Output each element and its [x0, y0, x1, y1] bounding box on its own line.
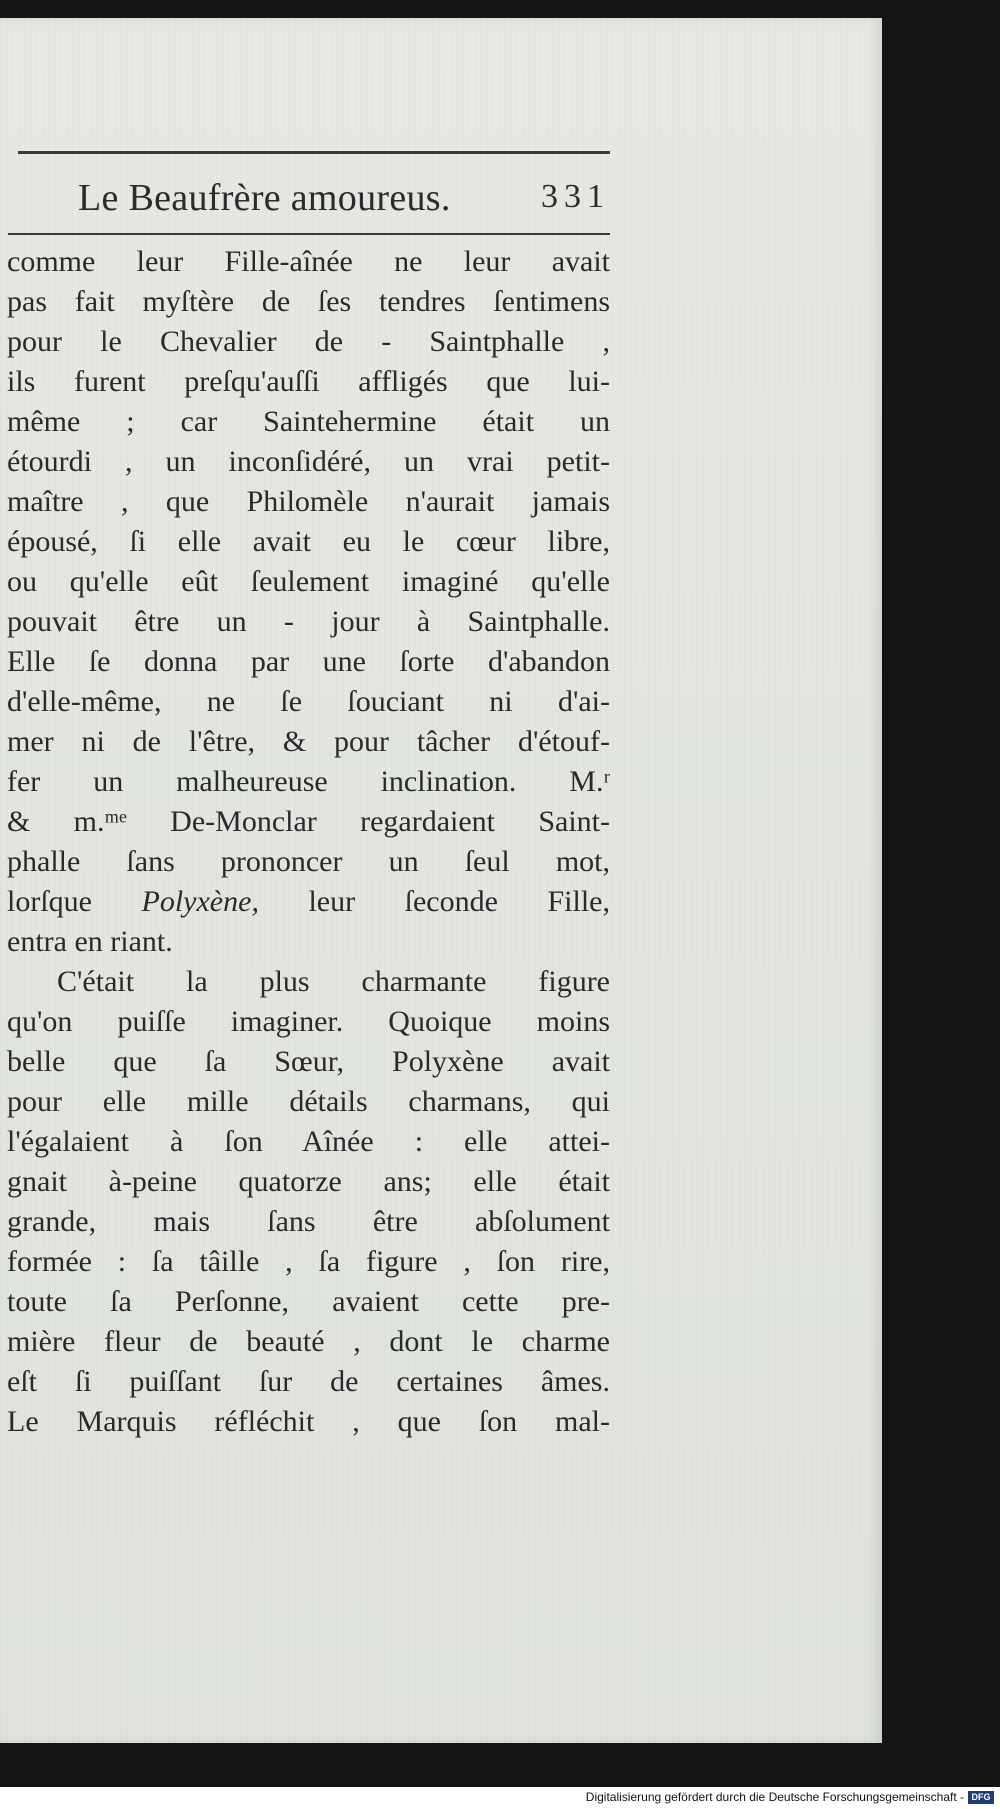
text-line: fer un malheureuse inclination. M.ʳ: [7, 765, 610, 798]
text-line: eſt ſi puiſſant ſur de certaines âmes.: [7, 1365, 610, 1398]
dfg-logo-icon: DFG: [968, 1791, 994, 1804]
head-rule: [8, 233, 610, 235]
digitization-credit: Digitalisierung gefördert durch die Deutsche Forschungsgemeinschaft -: [585, 1790, 964, 1804]
italic-name: Polyxène,: [141, 885, 259, 918]
text-line: maître , que Philomèle n'aurait jamais: [7, 485, 610, 518]
text-line: belle que ſa Sœur, Polyxène avait: [7, 1045, 610, 1078]
running-head-title: Le Beaufrère amoureus.: [78, 177, 451, 219]
text-line: lorſque Polyxène, leur ſeconde Fille,: [7, 885, 610, 918]
text-line: même ; car Saintehermine était un: [7, 405, 610, 438]
text-line: formée : ſa tâille , ſa figure , ſon rire,: [7, 1245, 610, 1278]
text-line: gnait à-peine quatorze ans; elle était: [7, 1165, 610, 1198]
text-line: mière fleur de beauté , dont le charme: [7, 1325, 610, 1358]
text-line: toute ſa Perſonne, avaient cette pre-: [7, 1285, 610, 1318]
text-line: pour le Chevalier de - Saintphalle ,: [7, 325, 610, 358]
text-line: pas fait myſtère de ſes tendres ſentimens: [7, 285, 610, 318]
text-line: ils furent preſqu'auſſi affligés que lui-: [7, 365, 610, 398]
text-line: Elle ſe donna par une ſorte d'abandon: [7, 645, 610, 678]
text-line: pouvait être un - jour à Saintphalle.: [7, 605, 610, 638]
text-line: étourdi , un inconſidéré, un vrai petit-: [7, 445, 610, 478]
text-line: phalle ſans prononcer un ſeul mot,: [7, 845, 610, 878]
text-line: ou qu'elle eût ſeulement imaginé qu'elle: [7, 565, 610, 598]
text-line: épousé, ſi elle avait eu le cœur libre,: [7, 525, 610, 558]
body-text: [7, 242, 610, 1442]
running-head: [78, 176, 610, 226]
book-page: [0, 18, 882, 1743]
text-line: d'elle-même, ne ſe ſouciant ni d'ai-: [7, 685, 610, 718]
top-rule: [18, 151, 610, 154]
footer-bar: [0, 1787, 1000, 1809]
text-line: Le Marquis réfléchit , que ſon mal-: [7, 1405, 610, 1438]
text-line: l'égalaient à ſon Aînée : elle attei-: [7, 1125, 610, 1158]
text-line: C'était la plus charmante figure: [57, 965, 610, 998]
page-number: 331: [541, 178, 610, 215]
text-line: & m.ᵐᵉ De-Monclar regardaient Saint-: [7, 805, 610, 838]
text-line: pour elle mille détails charmans, qui: [7, 1085, 610, 1118]
text-line: qu'on puiſſe imaginer. Quoique moins: [7, 1005, 610, 1038]
text-line: entra en riant.: [7, 925, 173, 958]
text-line: mer ni de l'être, & pour tâcher d'étouf-: [7, 725, 610, 758]
text-line: comme leur Fille-aînée ne leur avait: [7, 245, 610, 278]
text-line: grande, mais ſans être abſolument: [7, 1205, 610, 1238]
